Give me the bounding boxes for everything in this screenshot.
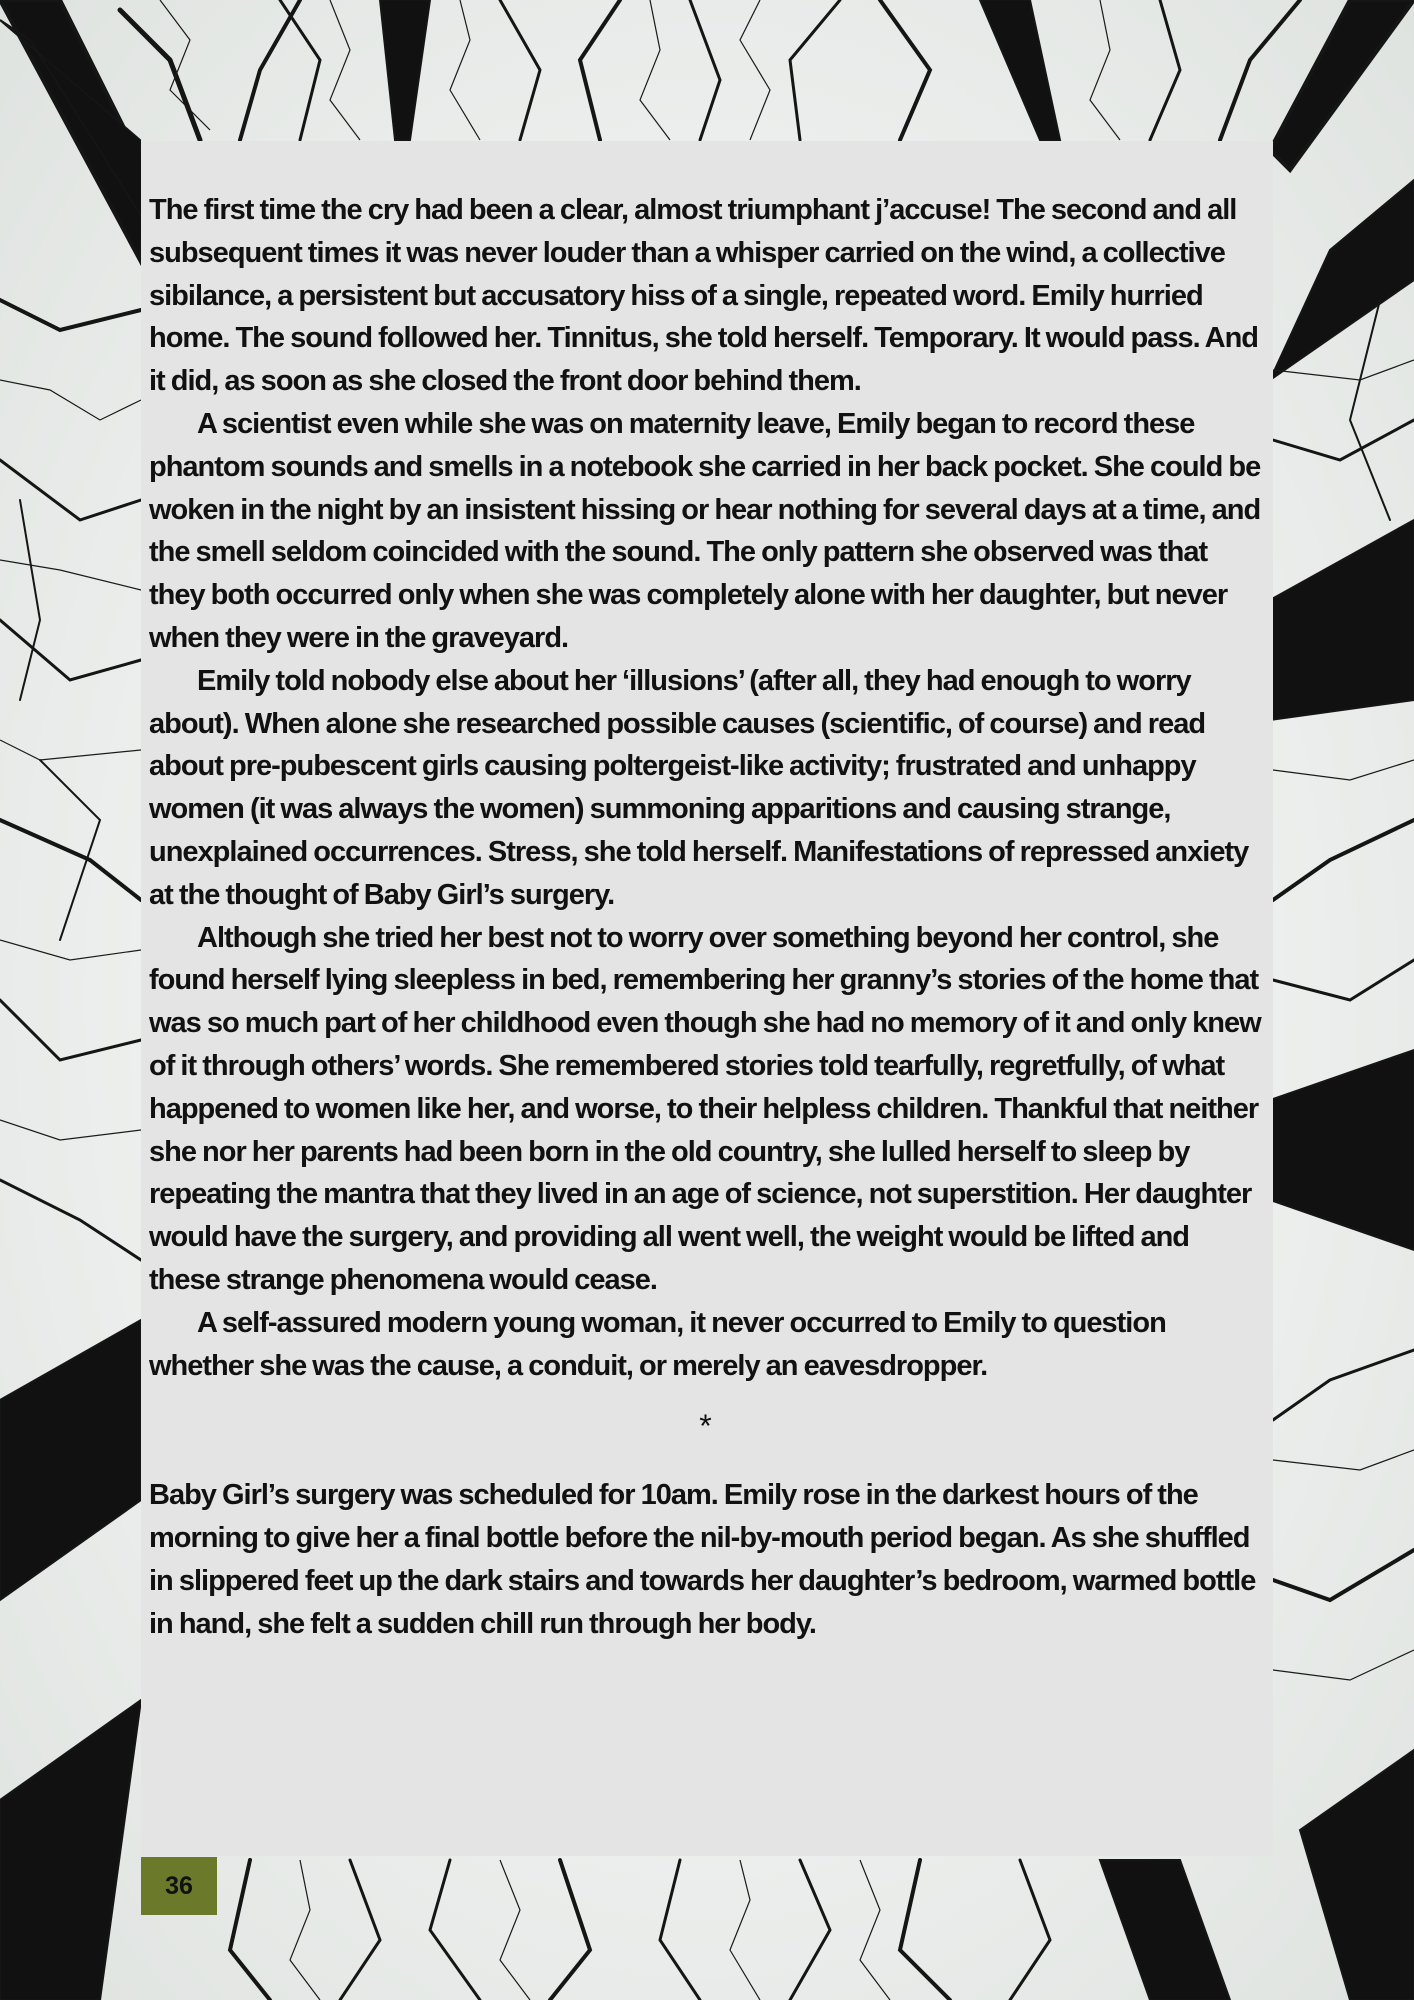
text-panel [141,141,1273,1856]
paragraph-6: Baby Girl’s surgery was scheduled for 10am. Emily rose in the darkest hours of the morning to give her a final bottle before the nil-by-mouth period began. As she shuffled in slippered feet up the dark stairs and towards her daughter’s bedroom, warmed bottle in hand, she felt a sudden chill run through her body. [149,1479,1256,1640]
paragraph-4: Although she tried her best not to worry over something beyond her control, she found herself lying sleepless in bed, remembering her granny’s stories of the home that was so much part of her childhood even though she had no memory of it and only knew of it through others’ words. She remembered stories told tearfully, regretfully, of what happened to women like her, and worse, to their helpless children. Thankful that neither she nor her parents had been born in the old country, she lulled herself to sleep by repeating the mantra that they lived in an age of science, not superstition. Her daughter would have the surgery, and providing all went well, the weight would be lifted and these strange phenomena would cease. [149,921,1261,1296]
paragraph-3: Emily told nobody else about her ‘illusions’ (after all, they had enough to worry about). When alone she researched possible causes (scientific, of course) and read about pre-pubescent girls causing poltergeist-like activity; frustrated and unhappy women (it was always the women) summoning apparitions and causing strange, unexplained occurrences. Stress, she told herself. Manifestations of repressed anxiety at the thought of Baby Girl’s surgery. [149,664,1249,911]
paragraph-2: A scientist even while she was on maternity leave, Emily began to record these phantom sounds and smells in a notebook she carried in her back pocket. She could be woken in the night by an insistent hissing or hear nothing for several days at a time, and the smell seldom coincided with the sound. The only pattern she observed was that they both occurred only when she was completely alone with her daughter, but never when they were in the graveyard. [149,407,1261,654]
section-separator: * [699,1408,711,1445]
story-text [149,189,1261,1645]
page-number: 36 [141,1857,217,1915]
paragraph-5: A self-assured modern young woman, it never occurred to Emily to question whether she was the cause, a conduit, or merely an eavesdropper. [149,1306,1166,1382]
paragraph-1: The first time the cry had been a clear, almost triumphant j’accuse! The second and all subsequent times it was never louder than a whisper carried on the wind, a collective sibilance, a persistent but accusatory hiss of a single, repeated word. Emily hurried home. The sound followed her. Tinnitus, she told herself. Temporary. It would pass. And it did, as soon as she closed the front door behind them. [149,194,1258,398]
